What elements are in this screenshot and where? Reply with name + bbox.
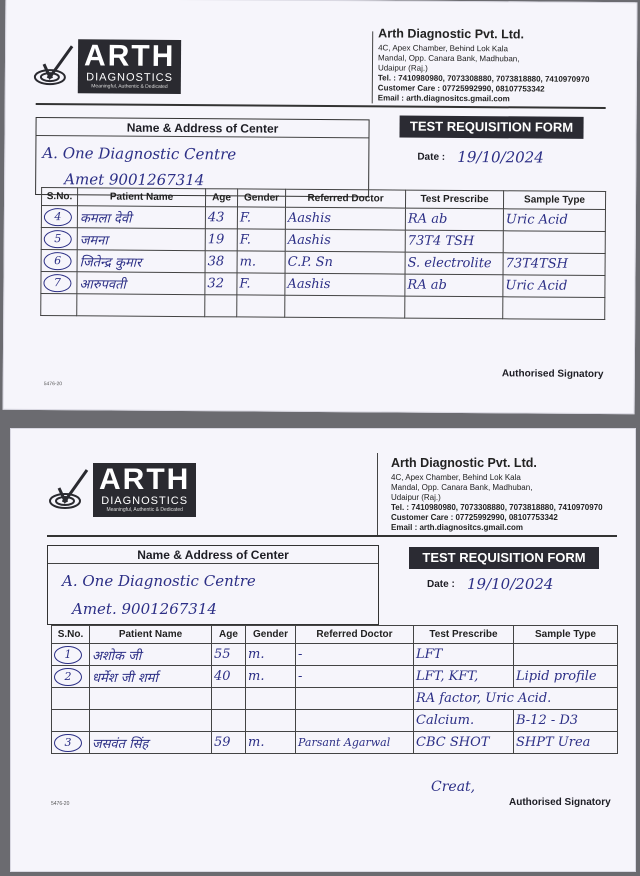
patient-name: अशोक जी xyxy=(90,644,212,666)
patient-age: 43 xyxy=(205,207,237,229)
patient-gender xyxy=(237,295,285,317)
company-name: Arth Diagnostic Pvt. Ltd. xyxy=(391,456,537,470)
sample-type: Lipid profile xyxy=(514,666,618,688)
serial-number: 3 xyxy=(54,734,82,752)
logo-tagline: Meaningful, Authentic & Dedicated xyxy=(91,83,168,90)
header-patient-name: Patient Name xyxy=(77,188,205,207)
company-address-line-1: 4C, Apex Chamber, Behind Lok Kala xyxy=(378,43,508,54)
center-name: A. One Diagnostic Centre xyxy=(62,572,256,590)
header-age: Age xyxy=(205,189,237,207)
company-address-line-3: Udaipur (Raj.) xyxy=(377,63,428,73)
patient-gender: m. xyxy=(246,666,296,688)
patient-name xyxy=(90,688,212,710)
date-label: Date : xyxy=(417,151,446,163)
referred-doctor xyxy=(296,688,414,710)
patient-name: जसवंत सिंह xyxy=(90,732,212,754)
header-patient-name: Patient Name xyxy=(90,626,212,644)
requisition-form-top xyxy=(3,0,638,414)
sample-type: 73T4TSH xyxy=(503,253,605,276)
company-telephone: Tel. : 7410980980, 7073308880, 7073818880, 7410970970 xyxy=(377,73,590,84)
company-address-line-1: 4C, Apex Chamber, Behind Lok Kala xyxy=(391,473,521,482)
patient-gender xyxy=(246,688,296,710)
company-email: Email : arth.diagnositcs.gmail.com xyxy=(391,523,524,532)
referred-doctor: C.P. Sn xyxy=(285,251,405,274)
header-gender: Gender xyxy=(237,189,285,207)
serial-number: 5 xyxy=(44,230,72,248)
center-box-title: Name & Address of Center xyxy=(36,118,368,138)
patient-age: 19 xyxy=(205,229,237,251)
date-value: 19/10/2024 xyxy=(467,575,554,593)
serial-number xyxy=(52,688,90,710)
logo-tagline: Meaningful, Authentic & Dedicated xyxy=(106,507,183,513)
sample-type xyxy=(514,644,618,666)
patient-name: आरुपवती xyxy=(77,272,205,295)
company-customer-care: Customer Care : 07725992990, 08107753342 xyxy=(377,83,545,94)
header-rule xyxy=(47,535,617,537)
patient-age: 55 xyxy=(212,644,246,666)
header-divider xyxy=(372,31,374,103)
table-row xyxy=(52,732,618,754)
header-age: Age xyxy=(212,626,246,644)
patient-age: 40 xyxy=(212,666,246,688)
table-row xyxy=(41,294,605,320)
table-row xyxy=(52,644,618,666)
requisition-form-bottom xyxy=(10,428,636,872)
serial-number xyxy=(52,710,90,732)
referred-doctor: Parsant Agarwal xyxy=(296,732,414,754)
center-address-box xyxy=(47,545,379,625)
test-prescribed: 73T4 TSH xyxy=(405,230,503,253)
patient-age xyxy=(205,295,237,317)
logo-sub-text: DIAGNOSTICS xyxy=(101,495,189,507)
patient-gender: m. xyxy=(246,644,296,666)
header-referred-doctor: Referred Doctor xyxy=(285,189,405,208)
sample-type xyxy=(503,231,605,254)
patient-age xyxy=(212,710,246,732)
test-prescribed: RA ab xyxy=(405,274,503,297)
test-prescribed: S. electrolite xyxy=(405,252,503,275)
date-label: Date : xyxy=(427,579,455,590)
patient-gender: F. xyxy=(237,229,285,251)
patient-age: 59 xyxy=(212,732,246,754)
logo-sub-text: DIAGNOSTICS xyxy=(86,71,173,84)
target-check-icon xyxy=(32,44,76,88)
referred-doctor: Aashis xyxy=(285,229,405,252)
patient-gender: F. xyxy=(237,207,285,229)
patient-name: धर्मेश जी शर्मा xyxy=(90,666,212,688)
company-telephone: Tel. : 7410980980, 7073308880, 7073818880, 7410970970 xyxy=(391,503,603,512)
extra-test-note: Creat, xyxy=(431,779,476,795)
company-address-line-2: Mandal, Opp. Canara Bank, Madhuban, xyxy=(378,53,520,64)
referred-doctor xyxy=(296,710,414,732)
header-sno: S.No. xyxy=(52,626,90,644)
table-row xyxy=(52,688,618,710)
company-info xyxy=(378,25,590,104)
patient-name: जितेन्द्र कुमार xyxy=(77,250,205,273)
form-code: 5476-20 xyxy=(51,801,70,807)
serial-number: 7 xyxy=(43,274,71,292)
test-prescribed: CBC SHOT xyxy=(414,732,514,754)
test-prescribed: RA ab xyxy=(405,208,503,231)
header-referred-doctor: Referred Doctor xyxy=(296,626,414,644)
test-prescribed xyxy=(405,296,503,319)
header-sample-type: Sample Type xyxy=(503,191,605,210)
date-value: 19/10/2024 xyxy=(457,147,544,167)
center-box-title: Name & Address of Center xyxy=(48,546,378,564)
test-prescribed: Calcium. xyxy=(414,710,514,732)
center-address: Amet 9001267314 xyxy=(64,170,205,190)
logo-main-text: ARTH xyxy=(99,463,191,496)
form-title: TEST REQUISITION FORM xyxy=(409,547,599,569)
form-title: TEST REQUISITION FORM xyxy=(399,116,583,139)
company-info xyxy=(391,455,603,533)
patient-gender xyxy=(246,710,296,732)
referred-doctor xyxy=(285,295,405,318)
patient-gender: F. xyxy=(237,273,285,295)
patient-age: 32 xyxy=(205,273,237,295)
sample-type: Uric Acid xyxy=(503,209,605,232)
referred-doctor: - xyxy=(296,666,414,688)
patient-gender: m. xyxy=(237,251,285,273)
company-customer-care: Customer Care : 07725992990, 08107753342 xyxy=(391,513,558,522)
serial-number: 2 xyxy=(54,668,82,686)
patient-table xyxy=(40,187,606,320)
header-test-prescribe: Test Prescribe xyxy=(405,190,503,209)
patient-name xyxy=(77,294,205,317)
authorised-signatory: Authorised Signatory xyxy=(501,368,604,380)
form-code: 5476-20 xyxy=(43,381,63,388)
patient-name: जमना xyxy=(77,228,205,251)
company-address-line-3: Udaipur (Raj.) xyxy=(391,493,441,502)
company-logo xyxy=(47,463,196,517)
serial-number: 4 xyxy=(44,208,72,226)
authorised-signatory: Authorised Signatory xyxy=(509,797,611,808)
serial-number: 1 xyxy=(54,646,82,664)
header-gender: Gender xyxy=(246,626,296,644)
company-logo xyxy=(32,39,182,94)
referred-doctor: Aashis xyxy=(285,273,405,296)
referred-doctor: Aashis xyxy=(285,207,405,230)
patient-age xyxy=(212,688,246,710)
center-address-box xyxy=(35,117,370,197)
company-name: Arth Diagnostic Pvt. Ltd. xyxy=(378,26,525,42)
test-prescribed: RA factor, Uric Acid. xyxy=(414,688,618,710)
patient-table xyxy=(51,625,618,754)
sample-type xyxy=(503,297,605,320)
target-check-icon xyxy=(47,468,91,512)
patient-name xyxy=(90,710,212,732)
logo-main-text: ARTH xyxy=(83,39,176,73)
table-header-row xyxy=(52,626,618,644)
patient-gender: m. xyxy=(246,732,296,754)
table-row xyxy=(52,710,618,732)
sample-type: SHPT Urea xyxy=(514,732,618,754)
serial-number: 6 xyxy=(44,252,72,270)
center-address: Amet. 9001267314 xyxy=(72,600,217,618)
sample-type: Uric Acid xyxy=(503,275,605,298)
patient-name: कमला देवी xyxy=(77,206,205,229)
header-sno: S.No. xyxy=(41,188,77,206)
center-name: A. One Diagnostic Centre xyxy=(42,144,237,164)
header-test-prescribe: Test Prescribe xyxy=(414,626,514,644)
test-prescribed: LFT, KFT, xyxy=(414,666,514,688)
header-divider xyxy=(377,453,378,535)
patient-age: 38 xyxy=(205,251,237,273)
referred-doctor: - xyxy=(296,644,414,666)
serial-number xyxy=(41,294,77,316)
table-row xyxy=(52,666,618,688)
company-address-line-2: Mandal, Opp. Canara Bank, Madhuban, xyxy=(391,483,533,492)
company-email: Email : arth.diagnositcs.gmail.com xyxy=(377,93,510,104)
sample-type: B-12 - D3 xyxy=(514,710,618,732)
test-prescribed: LFT xyxy=(414,644,514,666)
header-sample-type: Sample Type xyxy=(514,626,618,644)
